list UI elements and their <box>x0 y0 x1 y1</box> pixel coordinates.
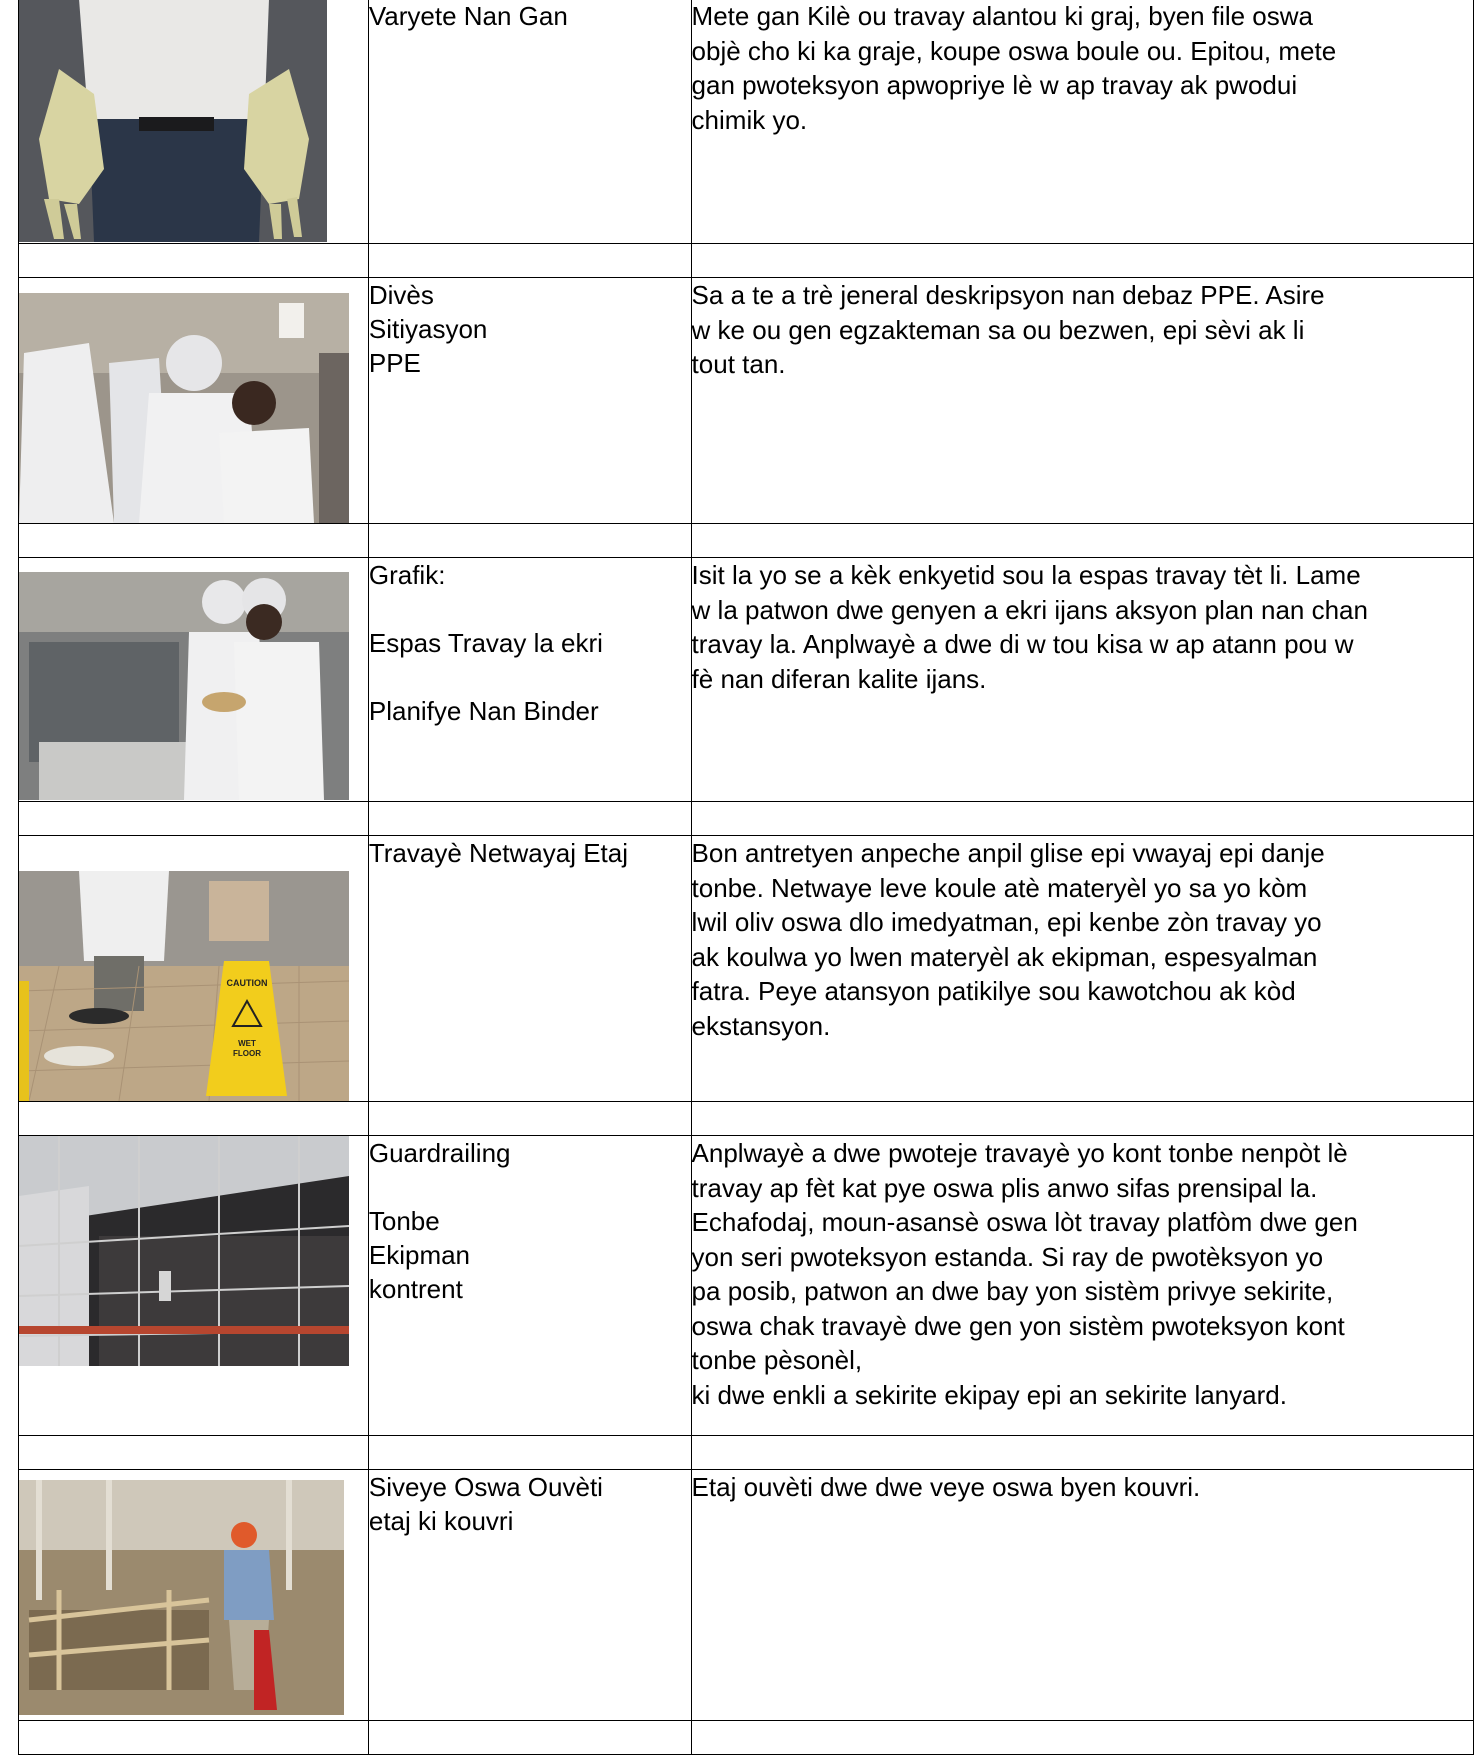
caution-sign-text: FLOOR <box>233 1049 261 1058</box>
title-cell <box>368 836 691 1102</box>
lab-coats-photo <box>19 293 349 523</box>
image-cell <box>19 1470 369 1721</box>
description-cell <box>691 1136 1473 1436</box>
description-line: Bon antretyen anpeche anpil glise epi vwayaj epi danje <box>691 838 1325 868</box>
description-line: travay la. Anplwayè a dwe di w tou kisa w ap atann pou w <box>691 629 1354 659</box>
description-line: pa posib, patwon an dwe bay yon sistèm privye sekirite, <box>691 1276 1334 1306</box>
table-row <box>19 836 1474 1102</box>
description-line: tonbe. Netwaye leve koule atè materyèl yo sa yo kòm <box>691 872 1308 903</box>
image-cell <box>19 278 369 524</box>
construction-floor-photo <box>19 1480 344 1715</box>
description-line: tout tan. <box>691 349 786 379</box>
caution-sign-text: CAUTION <box>226 978 268 988</box>
title-cell <box>368 558 691 802</box>
caution-sign-text: WET <box>238 1039 256 1048</box>
row-title: Guardrailing <box>368 1138 511 1168</box>
image-cell <box>19 1136 369 1436</box>
kitchen-workers-photo <box>19 572 349 800</box>
wet-floor-photo <box>19 871 349 1101</box>
title-cell <box>368 278 691 524</box>
description-cell <box>691 0 1473 244</box>
description-line: fè nan diferan kalite ijans. <box>691 663 987 694</box>
image-cell <box>19 558 369 802</box>
description-line: oswa chak travayè dwe gen yon sistèm pwoteksyon kont <box>691 1310 1345 1341</box>
table-row <box>19 0 1474 244</box>
title-cell <box>368 0 691 244</box>
spacer-row <box>19 802 1474 836</box>
description-line: tonbe pèsonèl, <box>691 1345 863 1375</box>
description-line: yon seri pwoteksyon estanda. Si ray de pwotèksyon yo <box>691 1241 1324 1272</box>
table-row <box>19 558 1474 802</box>
description-cell <box>691 558 1473 802</box>
table-row <box>19 1136 1474 1436</box>
description-cell <box>691 278 1473 524</box>
description-cell <box>691 1470 1473 1721</box>
spacer-row <box>19 1436 1474 1470</box>
description-line: objè cho ki ka graje, koupe oswa boule ou. Epitou, mete <box>691 35 1337 66</box>
spacer-row <box>19 1102 1474 1136</box>
table-row <box>19 278 1474 524</box>
row-title: Ekipman <box>368 1240 471 1270</box>
description-line: ekstansyon. <box>691 1010 831 1041</box>
image-cell <box>19 0 369 244</box>
description-line: w la patwon dwe genyen a ekri ijans aksyon plan nan chan <box>691 594 1368 625</box>
spacer-row <box>19 1721 1474 1755</box>
row-title: Varyete Nan Gan <box>368 1 568 31</box>
description-line: Mete gan Kilè ou travay alantou ki graj, byen file oswa <box>691 1 1314 31</box>
ppe-table <box>18 0 1474 1755</box>
description-line: Echafodaj, moun-asansè oswa lòt travay platfòm dwe gen <box>691 1207 1358 1237</box>
title-cell <box>368 1136 691 1436</box>
row-title: Tonbe <box>368 1206 440 1236</box>
description-line: Isit la yo se a kèk enkyetid sou la espas travay tèt li. Lame <box>691 560 1361 590</box>
description-line: fatra. Peye atansyon patikilye sou kawotchou ak kòd <box>691 976 1296 1006</box>
description-line: ki dwe enkli a sekirite ekipay epi an sekirite lanyard. <box>691 1379 1287 1410</box>
table-row <box>19 1470 1474 1721</box>
line-gap <box>369 660 691 694</box>
row-title: Planifye Nan Binder <box>368 696 599 726</box>
line-gap <box>369 1170 691 1204</box>
row-title: Espas Travay la ekri <box>368 628 603 658</box>
description-cell <box>691 836 1473 1102</box>
description-line: travay ap fèt kat pye oswa plis anwo sifas prensipal la. <box>691 1172 1318 1203</box>
row-title: kontrent <box>368 1274 463 1304</box>
description-line: Etaj ouvèti dwe dwe veye oswa byen kouvri. <box>691 1472 1201 1502</box>
description-line: lwil oliv oswa dlo imedyatman, epi kenbe zòn travay yo <box>691 907 1322 937</box>
gloves-photo <box>19 0 327 242</box>
description-line: w ke ou gen egzakteman sa ou bezwen, epi sèvi ak li <box>691 314 1305 345</box>
row-title: Divès <box>368 280 434 310</box>
description-line: ak koulwa yo lwen materyèl ak ekipman, espesyalman <box>691 941 1318 972</box>
line-gap <box>369 592 691 626</box>
description-line: chimik yo. <box>691 104 808 135</box>
description-line: Anplwayè a dwe pwoteje travayè yo kont tonbe nenpòt lè <box>691 1138 1348 1168</box>
row-title: Siveye Oswa Ouvèti <box>368 1472 603 1502</box>
image-cell <box>19 836 369 1102</box>
spacer-row <box>19 244 1474 278</box>
row-title: Grafik: <box>368 560 446 590</box>
row-title: PPE <box>368 348 421 378</box>
row-title: etaj ki kouvri <box>368 1506 514 1536</box>
description-line: Sa a te a trè jeneral deskripsyon nan debaz PPE. Asire <box>691 280 1325 310</box>
title-cell <box>368 1470 691 1721</box>
spacer-row <box>19 524 1474 558</box>
row-title: Travayè Netwayaj Etaj <box>368 838 628 868</box>
row-title: Sitiyasyon <box>368 314 488 344</box>
scaffolding-photo <box>19 1136 349 1366</box>
description-line: gan pwoteksyon apwopriye lè w ap travay ak pwodui <box>691 70 1298 100</box>
